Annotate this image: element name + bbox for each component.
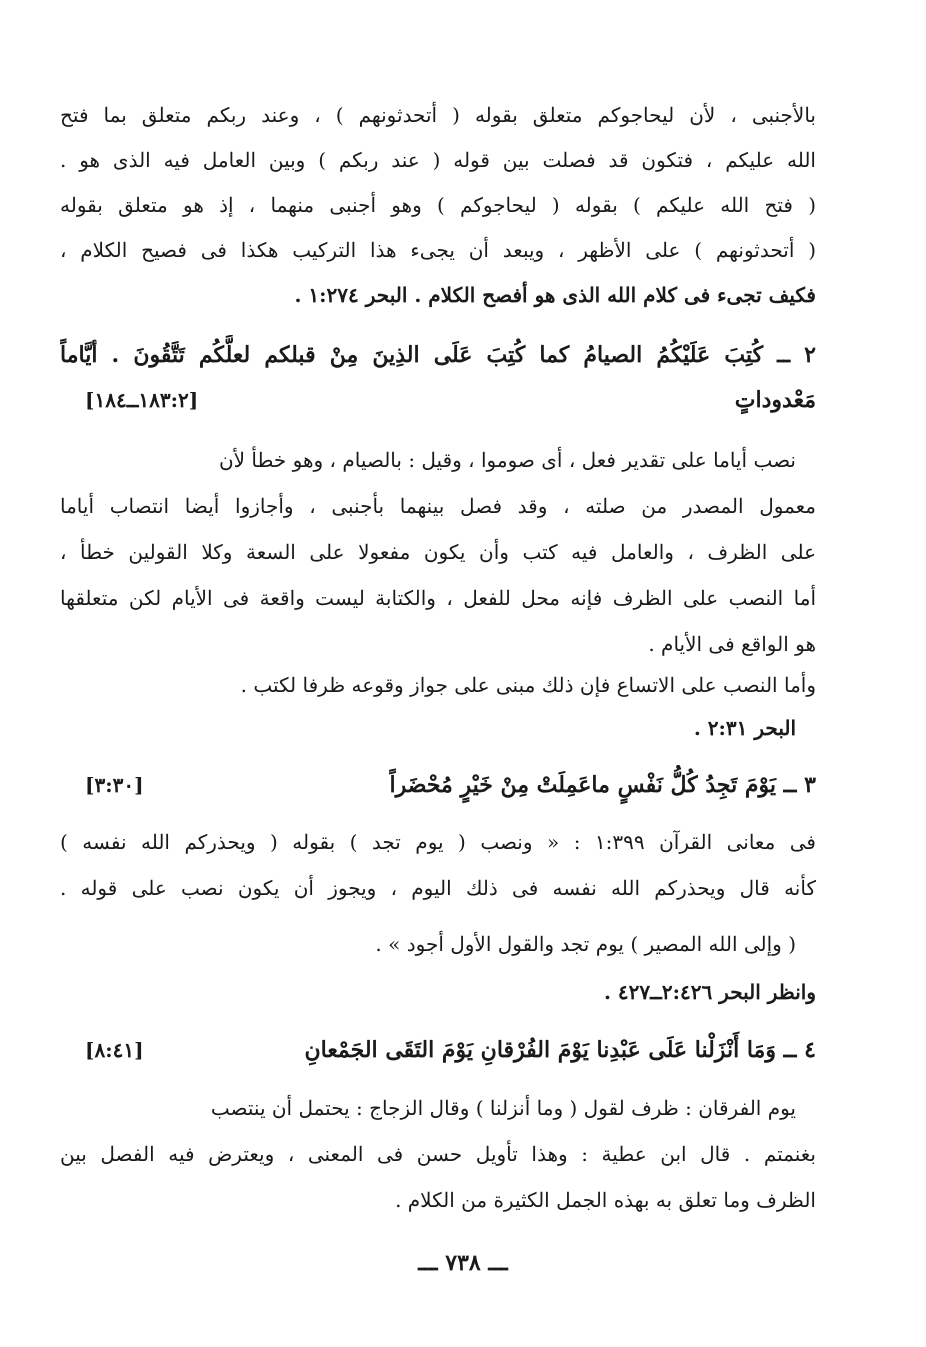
text-line: معمول المصدر من صلته ، وقد فصل بينهما بأجنبى ، وأجازوا أيضا انتصاب أياما [60,494,816,518]
text-line: الظرف وما تعلق به بهذه الجمل الكثيرة من الكلام . [395,1188,816,1212]
verse-reference: [١٨٣:٢ــ١٨٤] [85,388,199,412]
text-line: كأنه قال ويحذركم الله نفسه فى ذلك اليوم ، ويجوز أن يكون نصب على قوله . [60,876,816,900]
quran-verse: ٣ ــ يَوْمَ تَجِدُ كُلُّ نَفْسٍ ماعَمِلَتْ مِنْ خَيْرٍ مُحْضَراً [389,772,816,798]
text-line: ( أتحدثونهم ) على الأظهر ، ويبعد أن يجىء هذا التركيب هكذا فى فصيح الكلام ، [60,238,816,262]
text-line: فى معانى القرآن ١:٣٩٩ : « ونصب ( يوم تجد ) بقوله ( ويحذركم الله نفسه ) [60,830,816,854]
verse-reference: [٣:٣٠] [85,773,144,797]
text-line: ( فتح الله عليكم ) بقوله ( ليحاجوكم ) وهو أجنبى منهما ، إذ هو متعلق بقوله [60,193,816,217]
text-line: أما النصب على الظرف فإنه محل للفعل ، والكتابة ليست واقعة فى الأيام لكن متعلقها [60,586,816,610]
page-number: ـــ ٧٣٨ ـــ [418,1250,508,1276]
quran-verse: ٤ ــ وَمَا أَنْزَلْنا عَلَى عَبْدِنا يَوْمَ الفُرْقانِ يَوْمَ التَقَى الجَمْعانِ [304,1037,816,1063]
text-line: الله عليكم ، فتكون قد فصلت بين قوله ( عند ربكم ) وبين العامل فيه الذى هو . [60,148,816,172]
text-line: ( وإلى الله المصير ) يوم تجد والقول الأول أجود » . [375,932,796,956]
text-line: وأما النصب على الاتساع فإن ذلك مبنى على جواز وقوعه ظرفا لكتب . [240,673,816,697]
text-line: يوم الفرقان : ظرف لقول ( وما أنزلنا ) وقال الزجاج : يحتمل أن ينتصب [210,1096,796,1120]
text-line: هو الواقع فى الأيام . [648,632,816,656]
quran-verse: ٢ ــ كُتِبَ عَلَيْكُمُ الصيامُ كما كُتِبَ عَلَى الذِينَ مِنْ قبلكم لعلَّكُم تَتَّقُونَ . أيَّاماً [60,342,816,368]
quran-verse-continuation: مَعْدوداتٍ [734,387,816,413]
text-line-citation: البحر ٢:٣١ . [693,716,796,740]
verse-reference: [٨:٤١] [85,1038,144,1062]
text-line: بالأجنبى ، لأن ليحاجوكم متعلق بقوله ( أتحدثونهم ) ، وعند ربكم متعلق بما فتح [60,103,816,127]
text-line: نصب أياما على تقدير فعل ، أى صوموا ، وقيل : بالصيام ، وهو خطأ لأن [218,448,796,472]
text-line: على الظرف ، والعامل فيه كتب وأن يكون مفعولا على السعة وكلا القولين خطأ ، [60,540,816,564]
text-line-citation: فكيف تجىء فى كلام الله الذى هو أفصح الكلام . البحر ١:٢٧٤ . [294,283,816,307]
text-line-citation: وانظر البحر ٢:٤٢٦ــ٤٢٧ . [603,980,816,1004]
text-line: بغنمتم . قال ابن عطية : وهذا تأويل حسن فى المعنى ، ويعترض فيه الفصل بين [60,1142,816,1166]
